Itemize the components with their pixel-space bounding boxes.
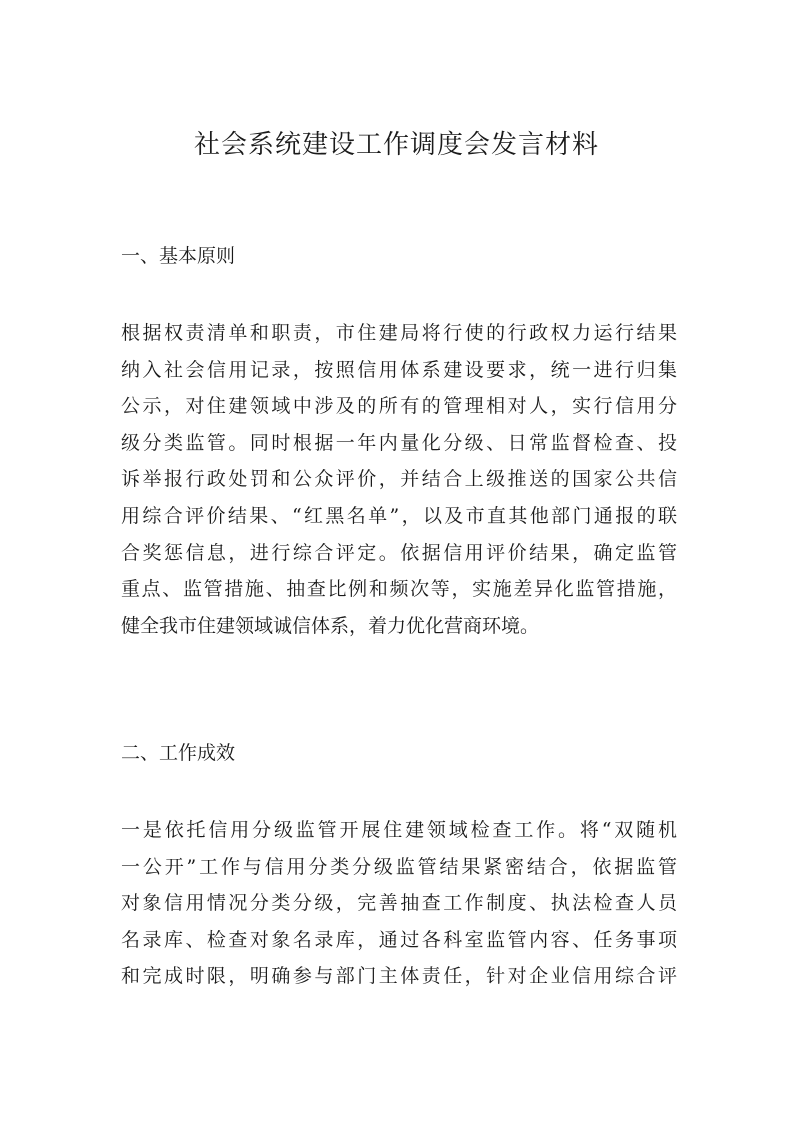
- paragraph-line: 一是依托信用分级监管开展住建领域检查工作。将“双随机: [121, 819, 677, 841]
- paragraph-line: 纳入社会信用记录，按照信用体系建设要求，统一进行归集: [121, 358, 677, 381]
- section-heading-work-results: 二、工作成效: [121, 742, 236, 764]
- paragraph-line: 一公开”工作与信用分类分级监管结果紧密结合，依据监管: [121, 855, 677, 878]
- section-paragraph-basic-principles: [121, 315, 677, 644]
- paragraph-line: 和完成时限，明确参与部门主体责任，针对企业信用综合评: [121, 965, 677, 988]
- section-paragraph-work-results: [121, 812, 677, 995]
- paragraph-line: 公示，对住建领域中涉及的所有的管理相对人，实行信用分: [121, 395, 677, 418]
- paragraph-line: 根据权责清单和职责，市住建局将行使的行政权力运行结果: [121, 322, 677, 344]
- document-title: 社会系统建设工作调度会发言材料: [193, 130, 599, 160]
- paragraph-line: 用综合评价结果、“红黑名单”，以及市直其他部门通报的联: [121, 504, 677, 527]
- section-heading-basic-principles: 一、基本原则: [121, 245, 236, 267]
- paragraph-line: 级分类监管。同时根据一年内量化分级、日常监督检查、投: [121, 431, 677, 454]
- paragraph-line: 健全我市住建领域诚信体系，着力优化营商环境。: [121, 614, 540, 637]
- paragraph-line: 合奖惩信息，进行综合评定。依据信用评价结果，确定监管: [121, 541, 677, 564]
- paragraph-line: 对象信用情况分类分级，完善抽查工作制度、执法检查人员: [121, 892, 677, 915]
- paragraph-line: 名录库、检查对象名录库，通过各科室监管内容、任务事项: [121, 928, 677, 951]
- paragraph-line: 重点、监管措施、抽查比例和频次等，实施差异化监管措施，: [121, 578, 677, 601]
- paragraph-line: 诉举报行政处罚和公众评价，并结合上级推送的国家公共信: [121, 468, 677, 491]
